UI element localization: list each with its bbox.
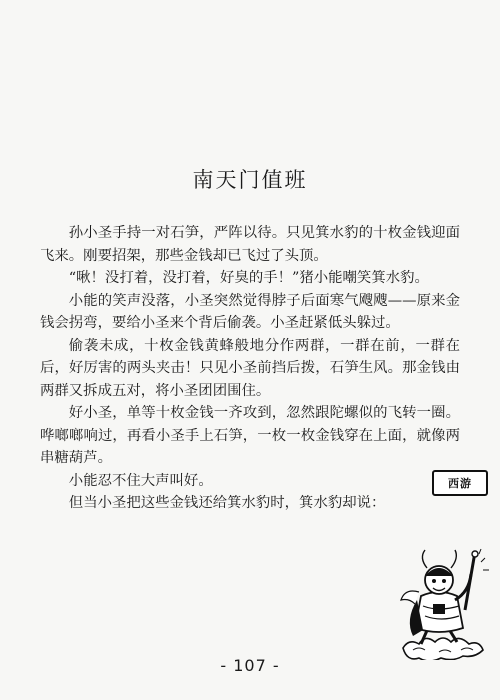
paragraph-1: 孙小圣手持一对石笋，严阵以待。只见箕水豹的十枚金钱迎面飞来。刚要招架，那些金钱却已飞过了头顶。 <box>40 225 460 264</box>
monkey-king-illustration-icon <box>395 548 491 660</box>
paragraph-4: 偷袭未成，十枚金钱黄蜂般地分作两群，一群在前，一群在后，好厉害的两头夹击！只见小圣前挡后拨，石笋生风。那金钱由两群又拆成五对，将小圣团团围住。 <box>40 337 460 399</box>
paragraph-7: 但当小圣把这些金钱还给箕水豹时，箕水豹却说： <box>68 495 386 511</box>
series-seal <box>432 470 488 496</box>
body-text <box>40 222 460 515</box>
page-number: - 107 - <box>220 656 280 675</box>
paragraph-6: 小能忍不住大声叫好。 <box>68 472 213 489</box>
paragraph-2: “啾！没打着，没打着，好臭的手！”猪小能嘲笑箕水豹。 <box>68 270 429 286</box>
chapter-title: 南天门值班 <box>192 168 308 193</box>
seal-text: 西游 <box>448 477 472 490</box>
paragraph-5: 好小圣，单等十枚金钱一齐攻到，忽然跟陀螺似的飞转一圈。哗啷啷响过，再看小圣手上石笋，一枚一枚金钱穿在上面，就像两串糖葫芦。 <box>40 405 460 466</box>
paragraph-3: 小能的笑声没落，小圣突然觉得脖子后面寒气飕飕——原来金钱会拐弯，要给小圣来个背后偷袭。小圣赶紧低头躲过。 <box>40 292 460 331</box>
